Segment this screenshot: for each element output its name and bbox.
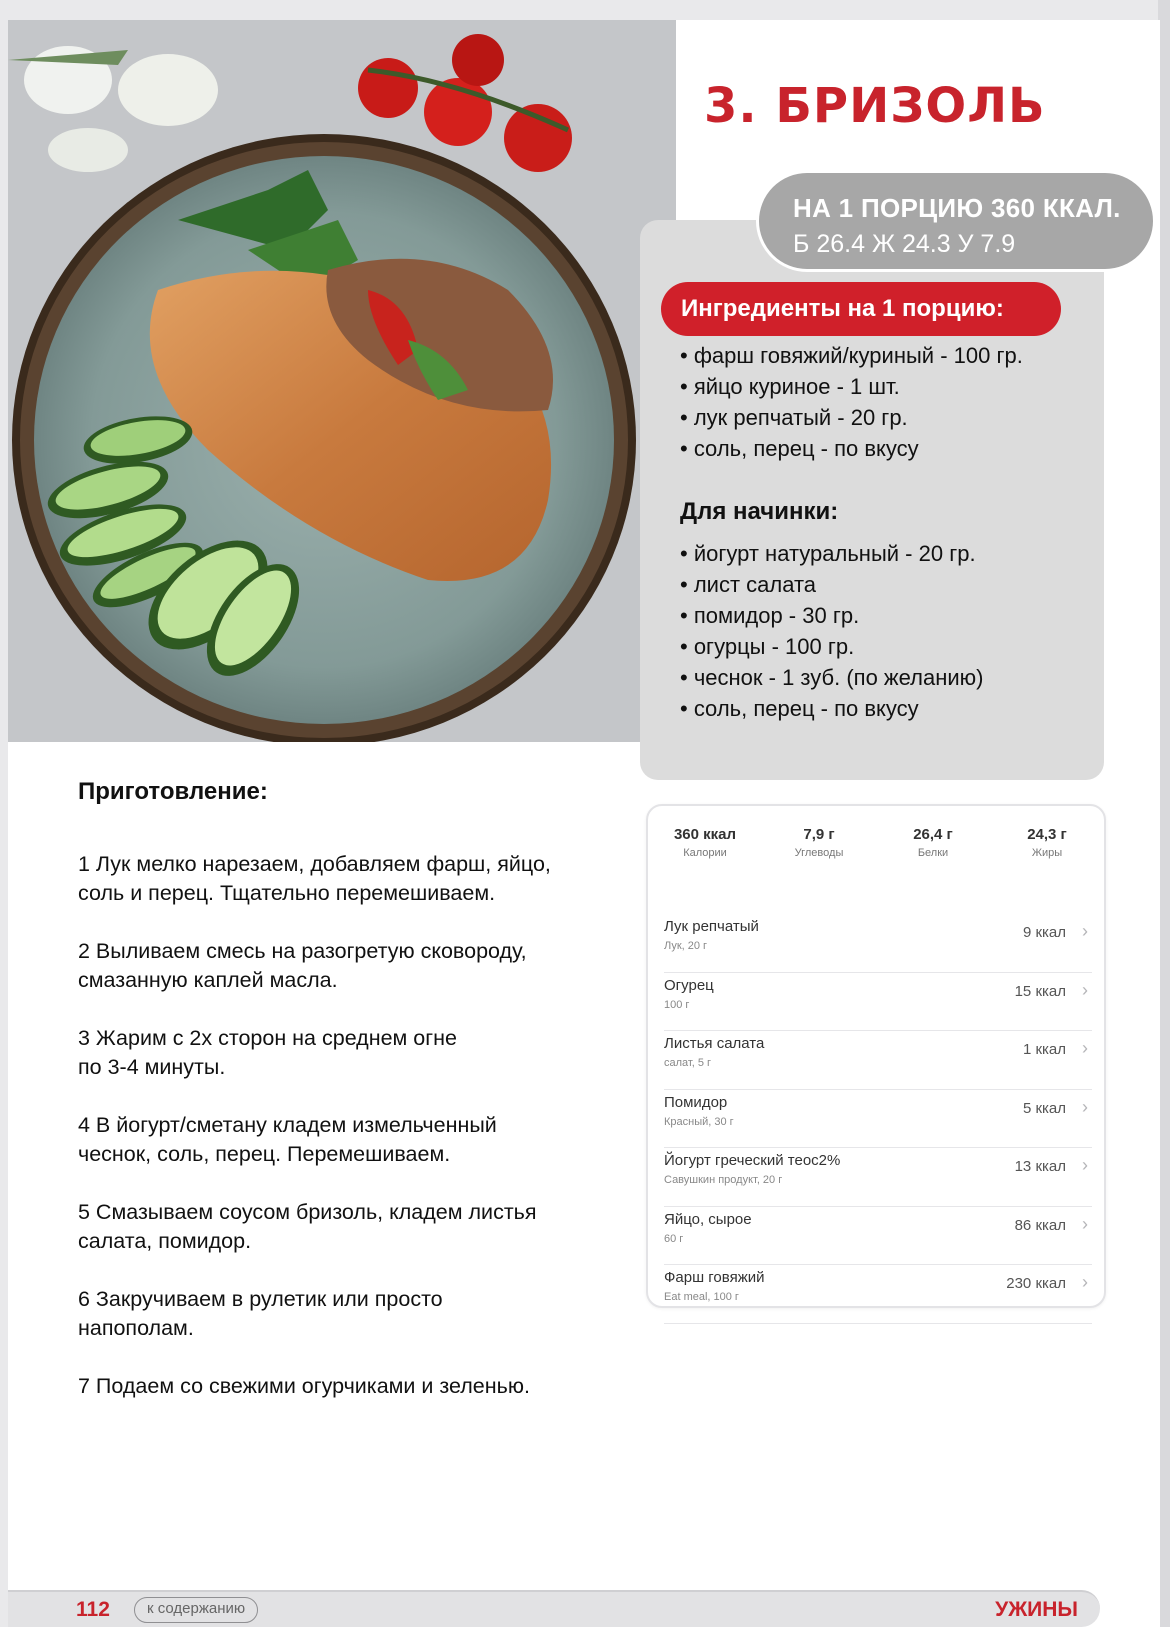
preparation-steps [78, 850, 638, 1430]
food-row[interactable] [664, 973, 1092, 1032]
preparation-step: 3 Жарим с 2х сторон на среднем огне по 3-4 минуты. [78, 1026, 457, 1079]
chevron-right-icon: › [1082, 1096, 1088, 1117]
page-number: 112 [76, 1598, 110, 1621]
chevron-right-icon: › [1082, 1213, 1088, 1234]
dish-photo [8, 20, 676, 742]
chevron-right-icon: › [1082, 1038, 1088, 1058]
food-kcal: 13 ккал [1014, 1158, 1066, 1175]
macro-value: 26,4 г [913, 826, 953, 843]
food-portion: салат, 5 г [664, 1057, 712, 1069]
macros-summary [648, 826, 1104, 859]
macro-value: 7,9 г [803, 826, 835, 843]
list-item: • йогурт натуральный - 20 гр. [680, 541, 976, 566]
recipe-page [8, 20, 1160, 1627]
list-item: • лист салата [680, 572, 817, 597]
filling-list [680, 538, 983, 724]
macro-value: 360 ккал [673, 826, 737, 843]
list-item: • соль, перец - по вкусу [680, 696, 919, 721]
recipe-title: 3. БРИЗОЛЬ [704, 78, 1046, 134]
macro-calories [648, 826, 762, 859]
food-kcal: 5 ккал [1022, 1099, 1066, 1117]
portion-calories: НА 1 ПОРЦИЮ 360 ККАЛ. [793, 193, 1121, 223]
macro-carbs [762, 826, 876, 859]
food-kcal: 9 ккал [1022, 924, 1066, 941]
food-row[interactable] [664, 1090, 1092, 1149]
chevron-right-icon: › [1082, 1272, 1088, 1292]
food-name: Помидор [664, 1093, 728, 1111]
portion-macros: Б 26.4 Ж 24.3 У 7.9 [793, 230, 1016, 258]
macro-label: Калории [683, 847, 727, 859]
food-list [664, 914, 1092, 1324]
preparation-step: 4 В йогурт/сметану кладем измельченный чеснок, соль, перец. Перемешиваем. [78, 1113, 497, 1166]
list-item: • лук репчатый - 20 гр. [680, 405, 908, 430]
food-portion: Красный, 30 г [664, 1115, 734, 1128]
portion-calories-badge [756, 170, 1156, 272]
preparation-step: 5 Смазываем соусом бризоль, кладем листья салата, помидор. [78, 1200, 537, 1253]
macro-protein [876, 826, 990, 859]
page-footer [8, 1590, 1100, 1627]
food-kcal: 230 ккал [1006, 1275, 1066, 1292]
food-name: Лук репчатый [664, 918, 759, 935]
food-row[interactable] [664, 1031, 1092, 1090]
macro-value: 24,3 г [1027, 826, 1067, 843]
nutrition-card [646, 804, 1106, 1308]
ingredients-header: Ингредиенты на 1 порцию: [661, 282, 1061, 336]
chevron-right-icon: › [1082, 1155, 1088, 1175]
toc-link-button[interactable]: к содержанию [134, 1597, 258, 1623]
section-label[interactable]: УЖИНЫ [995, 1598, 1078, 1621]
food-kcal: 86 ккал [1014, 1216, 1066, 1234]
macro-label: Жиры [1031, 847, 1063, 859]
list-item: • огурцы - 100 гр. [680, 634, 855, 659]
food-portion: 60 г [664, 1232, 684, 1245]
preparation-step: 6 Закручиваем в рулетик или просто напополам. [78, 1287, 443, 1340]
food-name: Фарш говяжий [664, 1269, 765, 1286]
ingredients-list [680, 340, 1023, 464]
food-name: Огурец [664, 976, 714, 994]
preparation-step: 7 Подаем со свежими огурчиками и зеленью. [78, 1374, 530, 1398]
food-name: Йогурт греческий теос2% [664, 1152, 841, 1169]
preparation-header: Приготовление: [78, 778, 268, 805]
food-row[interactable] [664, 1265, 1092, 1324]
food-name: Яйцо, сырое [664, 1210, 752, 1228]
food-row[interactable] [664, 1148, 1092, 1207]
filling-header: Для начинки: [680, 498, 839, 525]
preparation-step: 1 Лук мелко нарезаем, добавляем фарш, яйцо, соль и перец. Тщательно перемешиваем. [78, 852, 551, 905]
food-row[interactable] [664, 914, 1092, 973]
food-portion: Лук, 20 г [664, 940, 708, 952]
macro-label: Белки [917, 847, 949, 859]
food-portion: Савушкин продукт, 20 г [664, 1174, 783, 1186]
chevron-right-icon: › [1082, 979, 1088, 1000]
preparation-step: 2 Выливаем смесь на разогретую сковороду, смазанную каплей масла. [78, 939, 527, 992]
list-item: • фарш говяжий/куриный - 100 гр. [680, 343, 1023, 368]
food-kcal: 15 ккал [1014, 982, 1066, 1000]
list-item: • помидор - 30 гр. [680, 603, 860, 628]
food-portion: Eat meal, 100 г [664, 1291, 739, 1303]
food-kcal: 1 ккал [1022, 1041, 1066, 1058]
list-item: • чеснок - 1 зуб. (по желанию) [680, 665, 984, 690]
food-portion: 100 г [664, 998, 690, 1011]
food-name: Листья салата [664, 1035, 765, 1052]
list-item: • соль, перец - по вкусу [680, 436, 919, 461]
list-item: • яйцо куриное - 1 шт. [680, 374, 900, 399]
macro-fat [990, 826, 1104, 859]
macro-label: Углеводы [794, 847, 844, 859]
chevron-right-icon: › [1082, 921, 1088, 941]
food-row[interactable] [664, 1207, 1092, 1266]
